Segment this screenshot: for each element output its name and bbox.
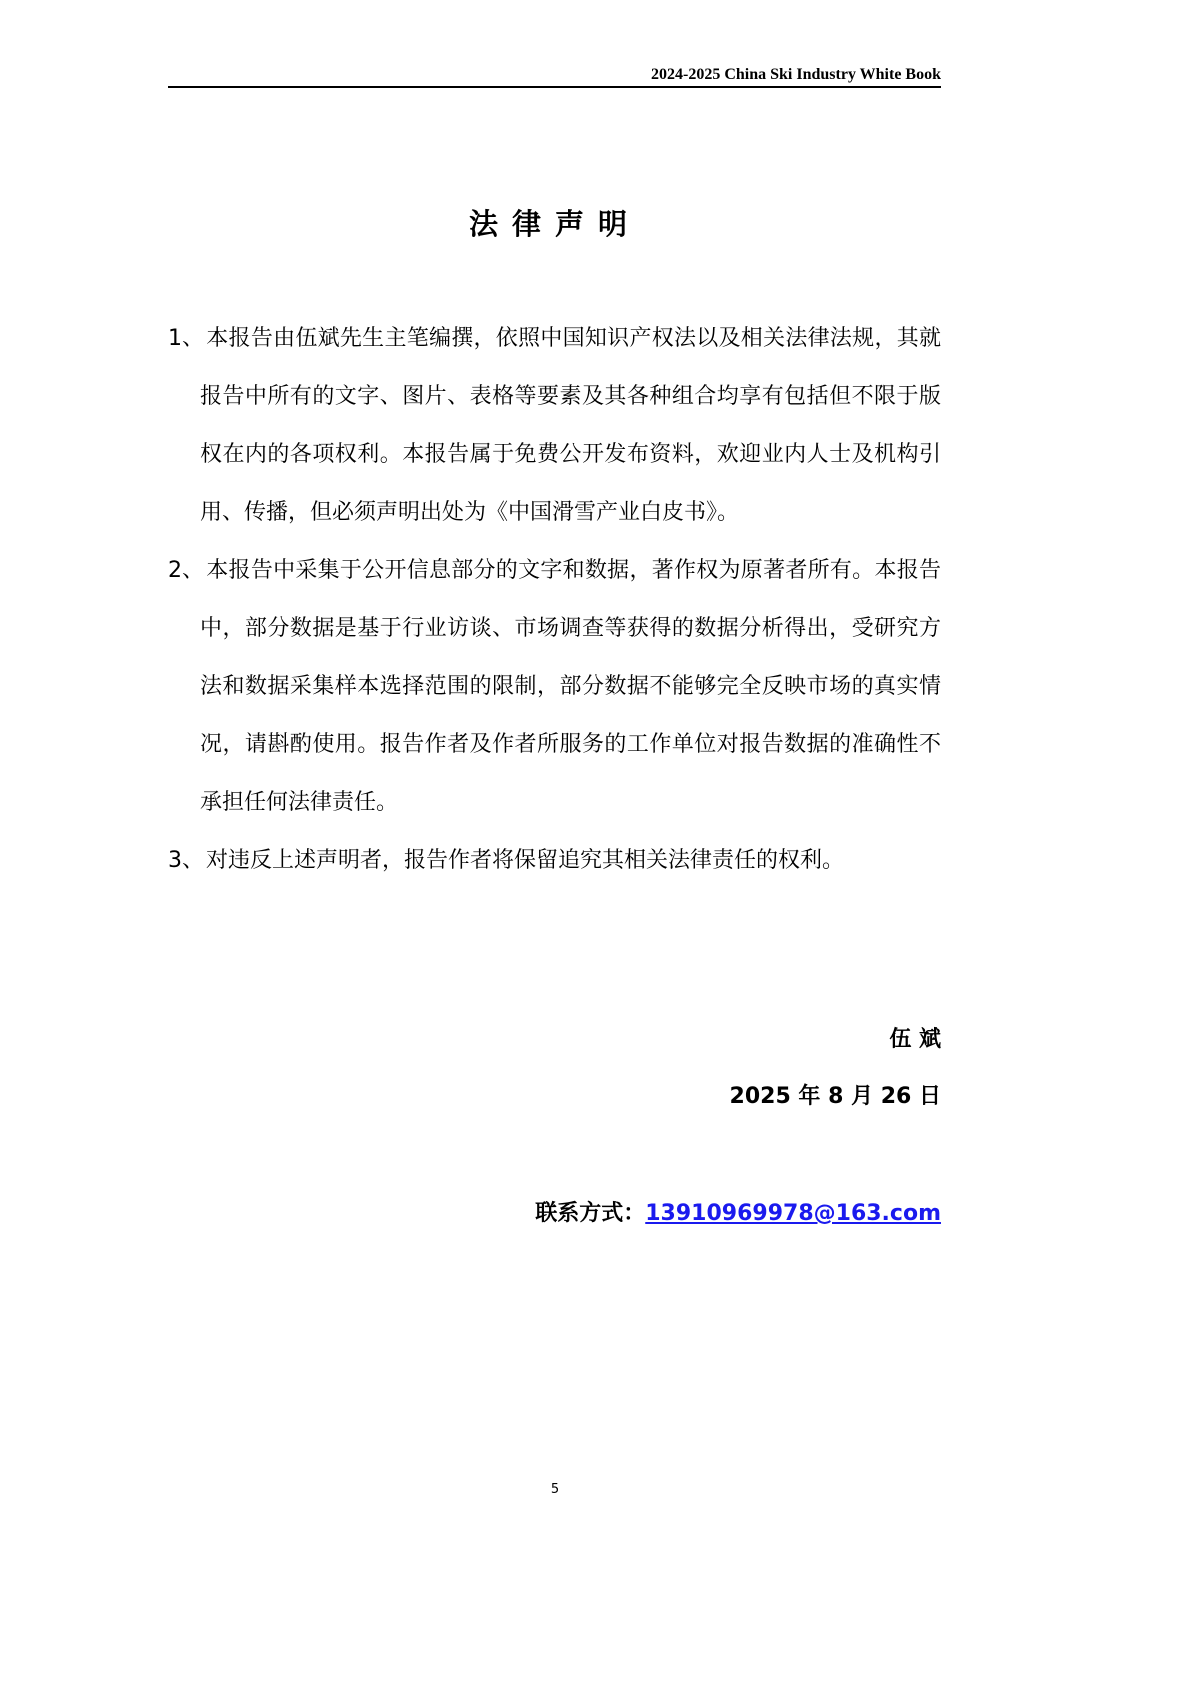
contact-email-link[interactable]: 13910969978@163.com — [645, 1201, 941, 1226]
item-1-line-3: 权在内的各项权利。本报告属于免费公开发布资料，欢迎业内人士及机构引 — [200, 442, 941, 467]
page-number: 5 — [550, 1482, 560, 1497]
page-title: 法律声明 — [468, 207, 641, 241]
signature-date: 2025 年 8 月 26 日 — [729, 1084, 941, 1109]
signature-name: 伍 斌 — [889, 1027, 941, 1052]
item-2-line-3: 法和数据采集样本选择范围的限制，部分数据不能够完全反映市场的真实情 — [200, 674, 941, 699]
contact-info — [535, 1196, 941, 1227]
item-number: 3、 — [168, 848, 204, 873]
item-1-line-2: 报告中所有的文字、图片、表格等要素及其各种组合均享有包括但不限于版 — [200, 384, 941, 409]
running-header: 2024-2025 China Ski Industry White Book — [168, 66, 941, 88]
contact-label: 联系方式： — [535, 1201, 646, 1226]
item-1-line-1 — [168, 324, 941, 354]
line-text: 本报告由伍斌先生主笔编撰，依照中国知识产权法以及相关法律法规，其就 — [206, 326, 941, 351]
item-3-line-1 — [168, 846, 941, 876]
item-2-line-4: 况，请斟酌使用。报告作者及作者所服务的工作单位对报告数据的准确性不 — [200, 732, 941, 757]
item-2-line-5: 承担任何法律责任。 — [200, 790, 399, 815]
item-2-line-1 — [168, 556, 941, 586]
item-number: 2、 — [168, 558, 204, 583]
item-2-line-2: 中，部分数据是基于行业访谈、市场调查等获得的数据分析得出，受研究方 — [200, 616, 941, 641]
item-number: 1、 — [168, 326, 204, 351]
line-text: 本报告中采集于公开信息部分的文字和数据，著作权为原著者所有。本报告 — [206, 558, 941, 583]
item-1-line-4: 用、传播，但必须声明出处为《中国滑雪产业白皮书》。 — [200, 500, 740, 525]
line-text: 对违反上述声明者，报告作者将保留追究其相关法律责任的权利。 — [206, 848, 845, 873]
